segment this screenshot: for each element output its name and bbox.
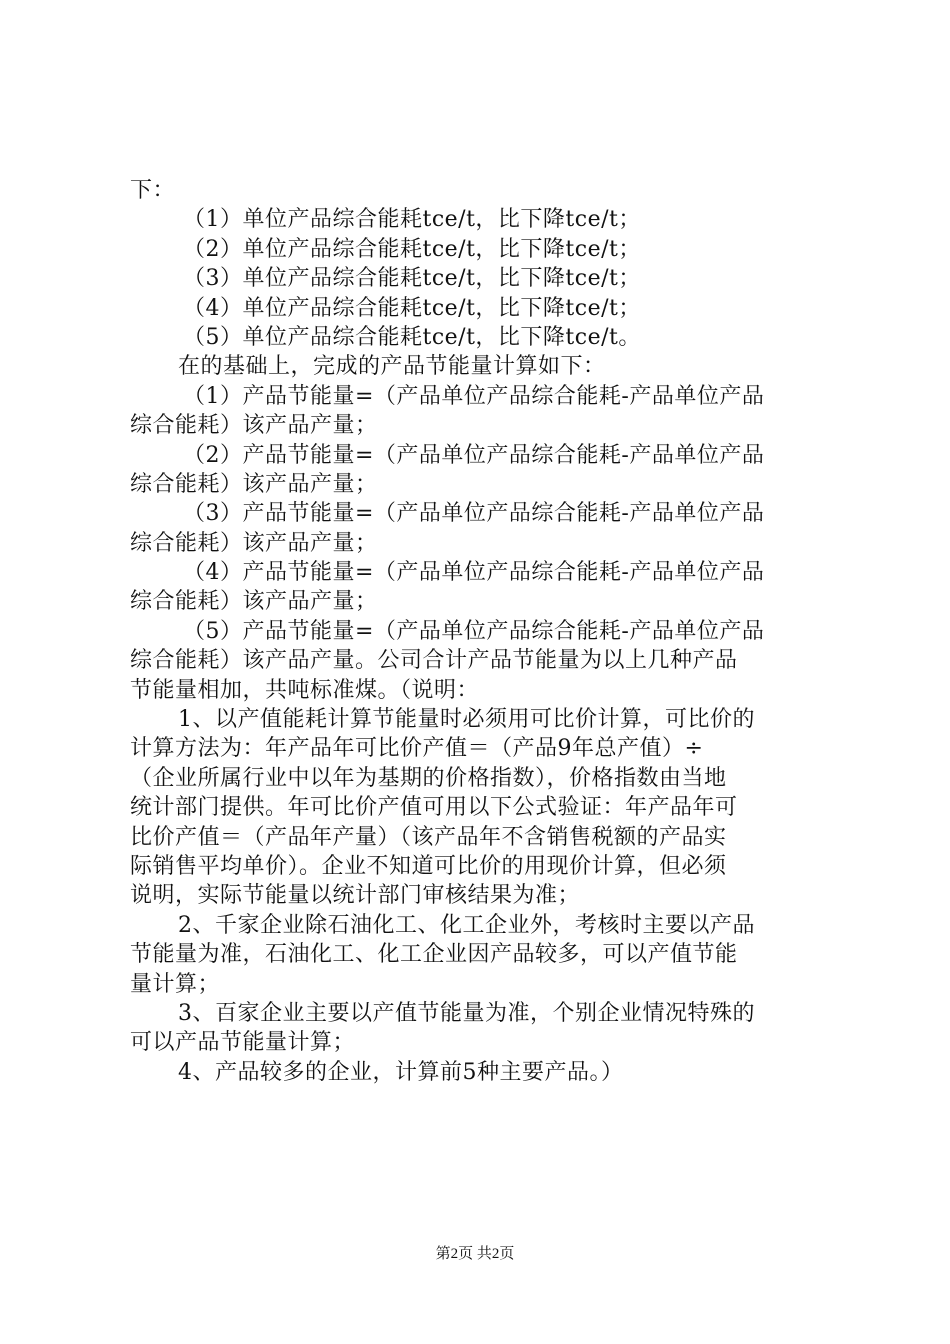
text-line: 节能量为准，石油化工、化工企业因产品较多，可以产值节能: [130, 942, 738, 968]
text-line: 比价产值＝（产品年产量）（该产品年不含销售税额的产品实: [130, 824, 727, 850]
text-line: （4）产品节能量=（产品单位产品综合能耗-产品单位产品: [183, 560, 765, 586]
text-line: 综合能耗）该产品产量；: [130, 589, 378, 615]
text-line: （3）单位产品综合能耗tce/t，比下降tce/t；: [183, 266, 641, 292]
text-line: 统计部门提供。年可比价产值可用以下公式验证：年产品年可: [130, 795, 738, 821]
text-line: 4、产品较多的企业，计算前5种主要产品。）: [178, 1059, 624, 1085]
text-line: 综合能耗）该产品产量；: [130, 530, 378, 556]
text-line: 综合能耗）该产品产量；: [130, 413, 378, 439]
text-line: 下：: [130, 178, 176, 203]
text-line: 可以产品节能量计算；: [130, 1030, 356, 1056]
text-line: （企业所属行业中以年为基期的价格指数），价格指数由当地: [130, 765, 727, 791]
page-number-label: 第2页 共2页: [435, 1246, 515, 1262]
text-line: 综合能耗）该产品产量。公司合计产品节能量为以上几种产品: [130, 648, 738, 674]
text-line: 计算方法为：年产品年可比价产值＝（产品9年总产值）÷: [130, 736, 704, 762]
text-line: （3）产品节能量=（产品单位产品综合能耗-产品单位产品: [183, 501, 765, 527]
text-line: 综合能耗）该产品产量；: [130, 471, 378, 497]
text-line: （2）单位产品综合能耗tce/t，比下降tce/t；: [183, 236, 641, 262]
text-line: （5）产品节能量=（产品单位产品综合能耗-产品单位产品: [183, 618, 765, 644]
text-line: 在的基础上，完成的产品节能量计算如下：: [178, 354, 606, 380]
text-line: 1、以产值能耗计算节能量时必须用可比价计算，可比价的: [178, 707, 755, 733]
document-body: [130, 176, 830, 1087]
text-line: 量计算；: [130, 971, 221, 997]
text-line: （1）单位产品综合能耗tce/t，比下降tce/t；: [183, 207, 641, 233]
text-line: （1）产品节能量=（产品单位产品综合能耗-产品单位产品: [183, 383, 765, 409]
text-line: （2）产品节能量=（产品单位产品综合能耗-产品单位产品: [183, 442, 765, 468]
page-footer: [0, 1244, 950, 1264]
text-line: 节能量相加，共吨标准煤。（说明：: [130, 677, 480, 703]
text-line: 说明，实际节能量以统计部门审核结果为准；: [130, 883, 581, 909]
text-line: 2、千家企业除石油化工、化工企业外，考核时主要以产品: [178, 912, 755, 938]
text-line: （5）单位产品综合能耗tce/t，比下降tce/t。: [183, 324, 641, 350]
text-line: 3、百家企业主要以产值节能量为准，个别企业情况特殊的: [178, 1000, 755, 1026]
text-line: （4）单位产品综合能耗tce/t，比下降tce/t；: [183, 295, 641, 321]
text-line: 际销售平均单价）。企业不知道可比价的用现价计算，但必须: [130, 853, 727, 879]
